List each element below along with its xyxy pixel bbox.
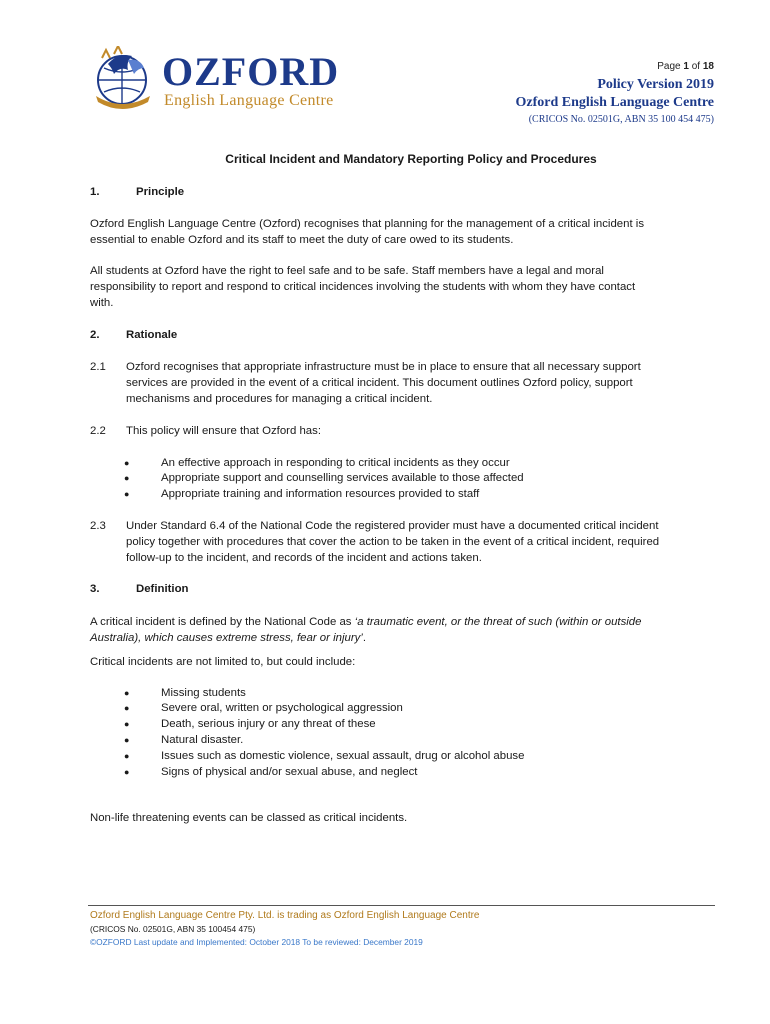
section-3-number: 3. <box>90 583 100 595</box>
bullet-icon: ● <box>124 688 130 698</box>
bullet-icon: ● <box>124 751 130 761</box>
bullet-icon: ● <box>124 767 130 777</box>
section-1-number: 1. <box>90 186 100 198</box>
clause-2-3-line2: policy together with procedures that cover the action to be taken in the event of a critical incident, required <box>126 536 660 548</box>
header-info <box>414 60 714 127</box>
s1-para2-line3: with. <box>90 297 114 309</box>
clause-2-3-line3: follow-up to the incident, and records of the incident and actions taken. <box>126 552 482 564</box>
s1-para2-line1: All students at Ozford have the right to feel safe and to be safe. Staff members have a legal and moral <box>90 265 604 277</box>
s3-para1-line1: A critical incident is defined by the National Code as ‘a traumatic event, or the threat of such (within or outside <box>90 616 642 628</box>
clause-2-3-line1: Under Standard 6.4 of the National Code the registered provider must have a documented critical incident <box>126 520 659 532</box>
s1-para2-line2: responsibility to report and respond to critical incidences involving the students with whom they have contact <box>90 281 636 293</box>
footer-trading-line: Ozford English Language Centre Pty. Ltd. is trading as Ozford English Language Centre <box>90 910 480 921</box>
clause-2-1-line3: mechanisms and procedures for managing a critical incident. <box>126 393 433 405</box>
clause-2-2-text: This policy will ensure that Ozford has: <box>126 425 321 437</box>
s3-para1-line2: Australia), which causes extreme stress, fear or injury’. <box>90 632 367 644</box>
org-name: Ozford English Language Centre <box>515 95 714 110</box>
bullet-icon: ● <box>124 458 130 468</box>
page-number: Page 1 of 18 <box>657 61 714 72</box>
clause-2-1-number: 2.1 <box>90 361 106 373</box>
footer-divider <box>88 905 715 906</box>
clause-2-1-line2: services are provided in the event of a critical incident. This document outlines Ozford policy, support <box>126 377 633 389</box>
s3-para2: Critical incidents are not limited to, but could include: <box>90 656 356 668</box>
clause-2-2-number: 2.2 <box>90 425 106 437</box>
bullet-icon: ● <box>124 703 130 713</box>
section-2-number: 2. <box>90 329 100 341</box>
bullet-icon: ● <box>124 473 130 483</box>
document-page: OZFORD English Language Centre Page 1 of 18 Policy Version 2019 Ozford English Language Centre (CRICOS No. 02501G, ABN 35 100 454 475) Critical Incident and Mandatory Reporting Policy and Procedures 1. Principle Ozford English Language Centre (Ozford) recognises that planning for the management of a critical incident is essential to enable Ozford and its staff to meet the duty of care owed to its students. All students at Ozford have the right to feel safe and to be safe. Staff members have a legal and moral responsibility to report and respond to critical incidences involving the students with whom they have contact with. 2. Rationale 2.1 Ozford recognises that appropriate infrastructure must be in place to ensure that all necessary support services are provided in the event of a critical incident. This document outlines Ozford policy, support mechanisms and procedures for managing a critical incident. 2.2 This policy will ensure that Ozford has: ● An effective approach in responding to critical incidents as they occur ● Appropriate support and counselling services available to those affected ● Appropriate training and information resources provided to staff 2.3 Under Standard 6.4 of the National Code the registered provider must have a documented critical incident policy together with procedures that cover the action to be taken in the event of a critical incident, required follow-up to the incident, and records of the incident and actions taken. 3. Definition A critical incident is defined by the National Code as ‘a traumatic event, or the threat of such (within or outside Australia), which causes extreme stress, fear or injury’. Critical incidents are not limited to, but could include: ● Missing students ● Severe oral, written or psychological aggression ● Death, serious injury or any threat of these ● Natural disaster. ● Issues such as domestic violence, sexual assault, drug or alcohol abuse ● Signs of physical and/or sexual abuse, and neglect Non-life threatening events can be classed as critical incidents. Ozford English Language Centre Pty. Ltd. is trading as Ozford English Language Centre (CRICOS No. 02501G, ABN 35 100454 475) ©OZFORD Last update and Implemented: October 2018 To be reviewed: December 2019 <box>0 0 770 1024</box>
section-3-heading: Definition <box>136 583 189 595</box>
s1-para1-line2: essential to enable Ozford and its staff to meet the duty of care owed to its students. <box>90 234 514 246</box>
crest-icon <box>88 46 160 118</box>
policy-version: Policy Version 2019 <box>597 77 714 92</box>
ozford-logo <box>88 46 368 118</box>
logo-brand-text: OZFORD <box>162 49 340 94</box>
bullet-icon: ● <box>124 489 130 499</box>
section-2-heading: Rationale <box>126 329 178 341</box>
logo-subtitle: English Language Centre <box>164 92 334 109</box>
document-title: Critical Incident and Mandatory Reporting Policy and Procedures <box>225 152 597 166</box>
s3-para3: Non-life threatening events can be classed as critical incidents. <box>90 812 408 824</box>
bullet-icon: ● <box>124 719 130 729</box>
section-1-heading: Principle <box>136 186 185 198</box>
bullet-icon: ● <box>124 735 130 745</box>
footer-update-line: ©OZFORD Last update and Implemented: October 2018 To be reviewed: December 2019 <box>90 937 423 947</box>
clause-2-3-number: 2.3 <box>90 520 106 532</box>
footer-cricos-line: (CRICOS No. 02501G, ABN 35 100454 475) <box>90 924 256 934</box>
clause-2-1-line1: Ozford recognises that appropriate infrastructure must be in place to ensure that all necessary support <box>126 361 641 373</box>
cricos-number: (CRICOS No. 02501G, ABN 35 100 454 475) <box>528 114 714 125</box>
s1-para1-line1: Ozford English Language Centre (Ozford) recognises that planning for the management of a critical incident is <box>90 218 645 230</box>
